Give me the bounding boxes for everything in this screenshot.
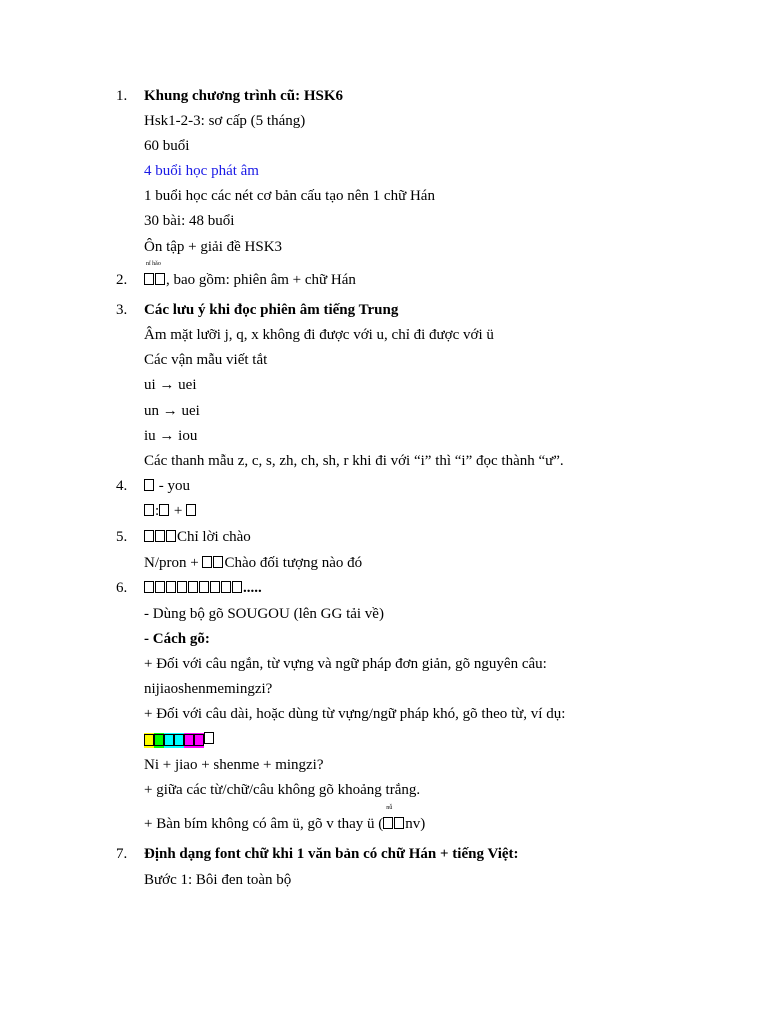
text-run: + Bàn bím không có âm ü, gõ v thay ü ( xyxy=(144,816,384,832)
heading xyxy=(144,580,262,597)
text-run: Chào đối tượng nào đó xyxy=(224,555,363,571)
glyph-box xyxy=(159,504,169,516)
glyph-box xyxy=(210,581,220,593)
text-line: Hsk1-2-3: sơ cấp (5 tháng) xyxy=(144,113,306,129)
glyph-box xyxy=(202,556,212,568)
text-line: Bước 1: Bôi đen toàn bộ xyxy=(144,872,292,888)
text-line: 60 buổi xyxy=(144,138,190,154)
text-run: N/pron + xyxy=(144,555,203,571)
glyph-box xyxy=(394,817,404,829)
glyph-box xyxy=(204,732,214,744)
glyph-box xyxy=(177,581,187,593)
text-run: + xyxy=(170,503,187,519)
glyph-box xyxy=(213,556,223,568)
glyph-box xyxy=(199,581,209,593)
glyph-box xyxy=(155,273,165,285)
highlight-run xyxy=(174,733,184,748)
glyph-box xyxy=(232,581,242,593)
text-run: - you xyxy=(155,478,190,494)
text-run: , bao gồm: phiên âm + chữ Hán xyxy=(166,272,356,288)
text-line: Các thanh mẫu z, c, s, zh, ch, sh, r khi đi với “i” thì “i” đọc thành “ư”. xyxy=(144,453,564,469)
text-line: 4 buổi học phát âm xyxy=(144,163,259,179)
heading: Khung chương trình cũ: HSK6 xyxy=(144,88,344,104)
text-line xyxy=(144,261,356,289)
text-line: Ôn tập + giải đề HSK3 xyxy=(144,239,283,255)
list-number: 1. xyxy=(116,88,128,104)
highlight-run xyxy=(144,733,154,748)
list-number: 2. xyxy=(116,272,128,288)
glyph-box xyxy=(186,504,196,516)
glyph-box xyxy=(383,817,393,829)
list-number: 3. xyxy=(116,302,128,318)
glyph-box xyxy=(166,530,176,542)
glyph-box xyxy=(155,581,165,593)
glyph-box xyxy=(144,504,154,516)
heading: Định dạng font chữ khi 1 văn bản có chữ Hán + tiếng Việt: xyxy=(144,846,519,862)
list-number: 7. xyxy=(116,846,128,862)
text-line: 30 bài: 48 buổi xyxy=(144,213,235,229)
glyph-box xyxy=(221,581,231,593)
text-run: nv) xyxy=(405,816,426,832)
text-line xyxy=(144,555,362,572)
glyph-box xyxy=(166,581,176,593)
text-line xyxy=(144,805,426,833)
text-line: 1 buổi học các nét cơ bản cấu tạo nên 1 chữ Hán xyxy=(144,188,435,204)
text-line: Các vận mẫu viết tắt xyxy=(144,352,268,368)
text-line: + giữa các từ/chữ/câu không gõ khoảng trắng. xyxy=(144,782,421,798)
pinyin-annotation: nǚ xyxy=(386,805,393,811)
glyph-box xyxy=(155,530,165,542)
list-number: 4. xyxy=(116,478,128,494)
glyph-box xyxy=(144,273,154,285)
text-line xyxy=(144,503,197,520)
highlight-run xyxy=(154,733,164,748)
highlight-run xyxy=(184,733,194,748)
text-line: + Đối với câu ngắn, từ vựng và ngữ pháp đơn giản, gõ nguyên câu: xyxy=(144,656,547,672)
pinyin-annotation: nǐ hǎo xyxy=(146,261,161,267)
text-line: Âm mặt lưỡi j, q, x không đi được với u, chỉ đi được với ü xyxy=(144,327,494,343)
text-line xyxy=(144,529,251,546)
highlight-run xyxy=(194,733,204,748)
text-line xyxy=(144,478,190,495)
text-line: nijiaoshenmemingzi? xyxy=(144,681,273,697)
list-number: 6. xyxy=(116,580,128,596)
text-line: - Dùng bộ gõ SOUGOU (lên GG tải về) xyxy=(144,606,384,622)
glyph-box xyxy=(144,581,154,593)
text-line: ui → uei xyxy=(144,377,197,393)
text-line: Ni + jiao + shenme + mingzi? xyxy=(144,757,324,773)
text-line: un → uei xyxy=(144,403,200,419)
text-run: ..... xyxy=(243,580,262,596)
text-line: + Đối với câu dài, hoặc dùng từ vựng/ngữ pháp khó, gõ theo từ, ví dụ: xyxy=(144,706,566,722)
list-number: 5. xyxy=(116,529,128,545)
text-line: iu → iou xyxy=(144,428,198,444)
highlight-run xyxy=(164,733,174,748)
subheading: - Cách gõ: xyxy=(144,631,210,647)
glyph-box xyxy=(188,581,198,593)
heading: Các lưu ý khi đọc phiên âm tiếng Trung xyxy=(144,302,399,318)
glyph-box xyxy=(144,479,154,491)
highlighted-example xyxy=(144,731,215,748)
text-run: Chỉ lời chào xyxy=(177,529,251,545)
glyph-box xyxy=(144,530,154,542)
text-run: : xyxy=(155,503,160,519)
